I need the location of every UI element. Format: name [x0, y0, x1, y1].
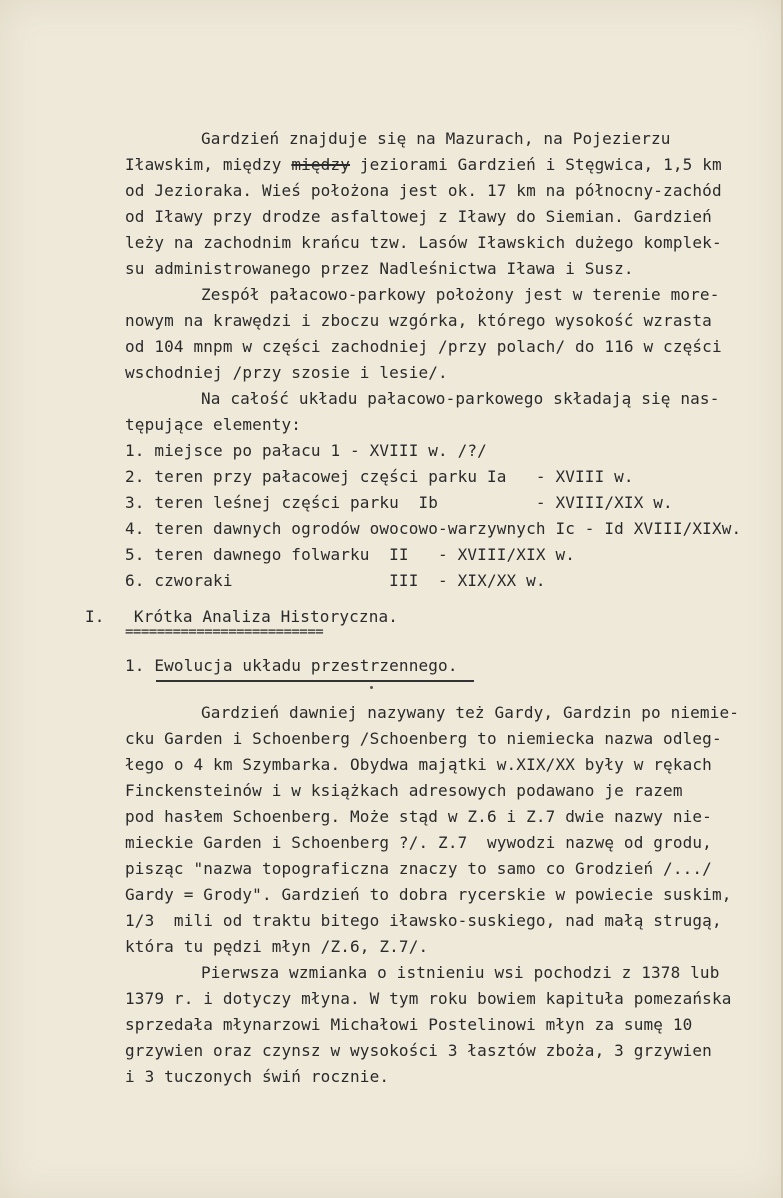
section-heading: I. Krótka Analiza Historyczna.: [85, 607, 399, 626]
text-line: Gardy = Grody". Gardzień to dobra rycerskie w powiecie suskim,: [125, 885, 732, 904]
subsection-heading: 1. Ewolucja układu przestrzennego.: [125, 656, 458, 675]
text-line: 1/3 mili od traktu bitego iławsko-suskiego, nad małą strugą,: [125, 911, 722, 930]
text-line: Gardzień dawniej nazywany też Gardy, Gardzin po niemie-: [201, 703, 740, 722]
ink-speck: [370, 686, 373, 689]
text-line: sprzedała młynarzowi Michałowi Postelinowi młyn za sumę 10: [125, 1015, 693, 1034]
text-line: pod hasłem Schoenberg. Może stąd w Z.6 i Z.7 dwie nazwy nie-: [125, 807, 712, 826]
list-item: 4. teren dawnych ogrodów owocowo-warzywnych Ic - Id XVIII/XIXw.: [125, 519, 742, 538]
list-item: 3. teren leśnej części parku Ib - XVIII/XIX w.: [125, 493, 673, 512]
text-line: i 3 tuczonych świń rocznie.: [125, 1067, 390, 1086]
list-item: 5. teren dawnego folwarku II - XVIII/XIX w.: [125, 545, 576, 564]
text-line: su administrowanego przez Nadleśnictwa Iława i Susz.: [125, 259, 634, 278]
text-line: wschodniej /przy szosie i lesie/.: [125, 363, 448, 382]
text-line: leży na zachodnim krańcu tzw. Lasów Iławskich dużego komplek-: [125, 233, 722, 252]
text-line: od 104 mnpm w części zachodniej /przy polach/ do 116 w części: [125, 337, 722, 356]
text-line: pisząc "nazwa topograficzna znaczy to samo co Grodzień /.../: [125, 859, 712, 878]
text-line: nowym na krawędzi i zboczu wzgórka, którego wysokość wzrasta: [125, 311, 712, 330]
list-item: 1. miejsce po pałacu 1 - XVIII w. /?/: [125, 441, 487, 460]
list-item: 2. teren przy pałacowej części parku Ia - XVIII w.: [125, 467, 634, 486]
text-line: Gardzień znajduje się na Mazurach, na Pojezierzu: [201, 129, 671, 148]
text-line: cku Garden i Schoenberg /Schoenberg to niemiecka nazwa odleg-: [125, 729, 722, 748]
text-line: łego o 4 km Szymbarka. Obydwa majątki w.XIX/XX były w rękach: [125, 755, 712, 774]
text-line: grzywien oraz czynsz w wysokości 3 łasztów zboża, 3 grzywien: [125, 1041, 712, 1060]
subsection-underline: [156, 680, 474, 682]
text-line: Iławskim, między między jeziorami Gardzień i Stęgwica, 1,5 km: [125, 155, 722, 174]
text-line: Pierwsza wzmianka o istnieniu wsi pochodzi z 1378 lub: [201, 963, 720, 982]
section-double-rule: =========================: [125, 624, 324, 640]
text-line: mieckie Garden i Schoenberg ?/. Z.7 wywodzi nazwę od grodu,: [125, 833, 712, 852]
text-line: Zespół pałacowo-parkowy położony jest w terenie more-: [201, 285, 720, 304]
text-line: od Iławy przy drodze asfaltowej z Iławy do Siemian. Gardzień: [125, 207, 712, 226]
text-line: 1379 r. i dotyczy młyna. W tym roku bowiem kapituła pomezańska: [125, 989, 732, 1008]
text-line: która tu pędzi młyn /Z.6, Z.7/.: [125, 937, 429, 956]
text-line: Finckensteinów i w książkach adresowych podawano je razem: [125, 781, 683, 800]
text-line: od Jezioraka. Wieś położona jest ok. 17 km na północny-zachód: [125, 181, 722, 200]
text-line: tępujące elementy:: [125, 415, 302, 434]
list-item: 6. czworaki III - XIX/XX w.: [125, 571, 546, 590]
text-line: Na całość układu pałacowo-parkowego składają się nas-: [201, 389, 720, 408]
struck-word: między: [291, 155, 351, 174]
